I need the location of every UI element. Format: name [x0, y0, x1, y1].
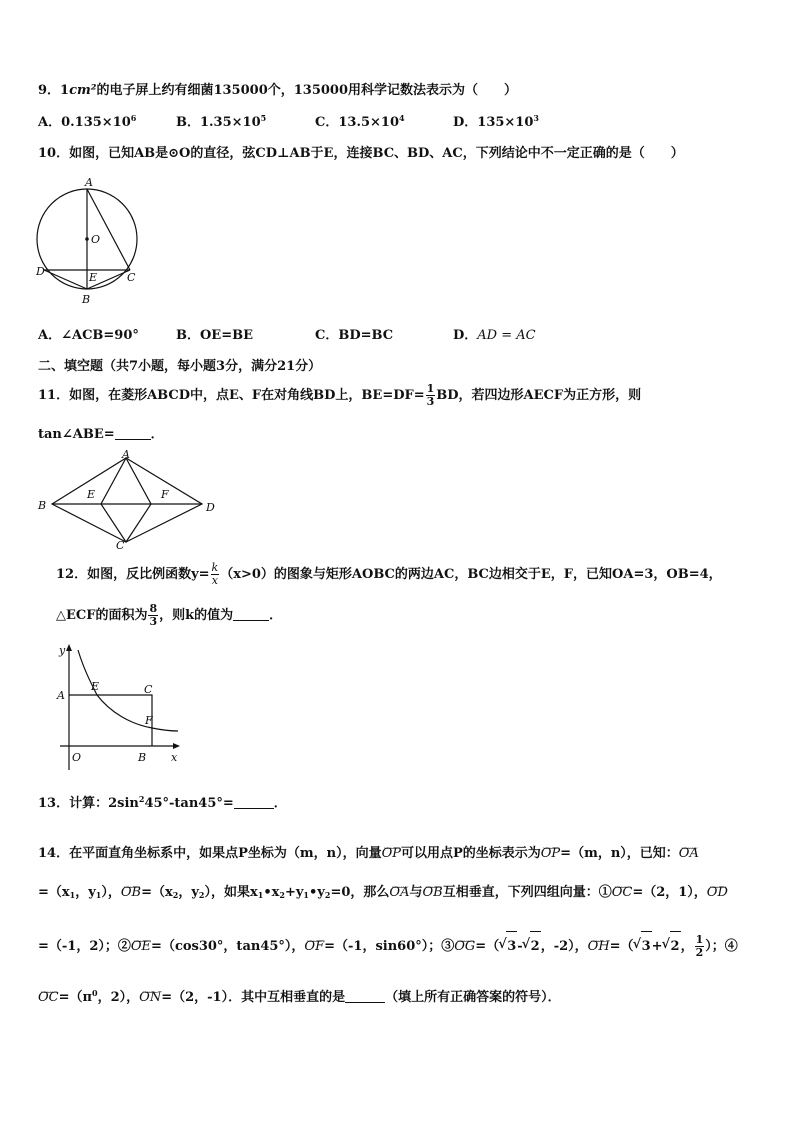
q11-label-b: B — [38, 499, 47, 512]
q13-stem: 13．计算：$2\sin^245^\circ-\tan 45^\circ=$ ． — [38, 794, 287, 811]
q12-graph-figure — [52, 640, 184, 774]
vector-oe: ‿‿‿ OE — [131, 926, 151, 962]
q14-answer-blank — [345, 1002, 385, 1003]
q10-label-o: O — [91, 233, 101, 246]
vector-oc: ‿‿‿ OC — [612, 875, 633, 905]
q12-label-c: C — [144, 683, 153, 696]
vector-oc-2: ‿‿‿ OC — [38, 980, 59, 1010]
q14-half-fraction: $\frac{1}{2}$ — [695, 933, 704, 959]
q10-label-a: A — [85, 176, 93, 189]
vector-od: ‿‿‿ OD — [707, 875, 728, 905]
q10-option-d: D．AD = AC — [453, 328, 536, 343]
vector-op-2: ‿‿‿ OP — [541, 836, 560, 866]
vector-oa: ‿‿‿ OA — [679, 836, 699, 866]
q11-label-f: F — [161, 488, 169, 501]
q10-label-e: E — [89, 271, 98, 284]
q12-area-fraction: $\frac{8}{3}$ — [149, 602, 158, 628]
q9-stem-text: 的电子屏上约有细菌135000个，135000用科学记数法表示为（ ） — [96, 83, 518, 98]
q14-line2: $=(x_1$，$y_1$），‿‿‿ $OB=(x_2$，$y_2$），如果$x_1•x_2+y_1•y_2=0$，那么‿‿‿ OA与‿‿‿ OB互相垂直，下列四组向量：①‿‿‿ OC=（2，1），‿‿‿ OD — [38, 875, 728, 905]
q9-option-d: D．$135\times 10^3$ — [453, 113, 539, 130]
vector-op: ‿‿‿ OP — [382, 836, 401, 866]
q11-label-e: E — [87, 488, 96, 501]
vector-on: ‿‿‿ ON — [139, 980, 161, 1010]
vector-oa-2: ‿‿‿ OA — [389, 875, 409, 905]
q11-fraction: $\frac{1}{3}$ — [426, 382, 435, 408]
vector-ob: ‿‿‿ OB — [121, 875, 141, 905]
q11-label-a: A — [122, 448, 130, 461]
q12-line2: △ECF的面积为 $\frac{8}{3}$ ，则k的值为 ． — [56, 602, 283, 628]
section-heading: 二、填空题（共7小题，每小题3分，满分21分） — [38, 359, 322, 374]
q10-option-b: B．OE=BE — [176, 328, 254, 343]
q12-label-e: E — [91, 680, 100, 693]
q12-stem: 12．如图，反比例函数y= $\frac{k}{x}$ （x>0）的图象与矩形AOBC的两边AC，BC边相交于E，F，已知OA=3，OB=4， — [56, 561, 722, 587]
q12-label-b: B — [138, 751, 147, 764]
q12-answer-blank — [233, 620, 269, 621]
q9-option-c: C．$13.5\times 10^4$ — [315, 113, 405, 130]
q12-label-f: F — [145, 714, 153, 727]
q9-option-b: B．$1.35\times 10^5$ — [176, 113, 267, 130]
q10-circle-figure — [30, 175, 142, 307]
q11-label-c: C — [116, 539, 125, 552]
q10-option-d-arc: AD = AC — [477, 328, 536, 343]
vector-of: ‿‿‿ OF — [304, 926, 324, 962]
vector-ob-2: ‿‿‿ OB — [422, 875, 442, 905]
q10-stem: 10．如图，已知AB是⊙O的直径，弦CD⊥AB于E，连接BC、BD、AC，下列结论中不一定正确的是（ ） — [38, 146, 684, 161]
q14-line1: 14．在平面直角坐标系中，如果点P坐标为（m，n），向量‿‿‿ OP可以用点P的坐标表示为‿‿‿ OP=（m，n），已知：‿‿‿ OA — [38, 836, 699, 866]
q12-label-x: x — [171, 751, 178, 764]
q11-answer-blank — [115, 439, 151, 440]
q10-label-d: D — [36, 265, 45, 278]
q10-option-c: C．BD=BC — [315, 328, 394, 343]
q12-label-y: y — [59, 644, 66, 657]
q11-rhombus-figure — [34, 448, 218, 552]
q12-label-a: A — [57, 689, 65, 702]
q11-stem: 11．如图，在菱形ABCD中，点E、F在对角线BD上，BE=DF= $\frac{1}{3}$ BD，若四边形AECF为正方形，则 — [38, 382, 642, 408]
q9-option-a: A．$0.135\times 10^6$ — [38, 113, 137, 130]
q9-stem — [38, 82, 517, 100]
q11-line2: tan∠ABE= ． — [38, 427, 164, 442]
q14-line4: ‿‿‿ $OC=(\pi^0$，2），‿‿‿ ON=（2，-1）．其中互相垂直的是 （填上所有正确答案的符号）． — [38, 980, 561, 1010]
q10-label-b: B — [82, 293, 91, 306]
q13-answer-blank — [234, 808, 274, 809]
q9-unit: cm² — [69, 83, 97, 98]
q10-label-c: C — [127, 271, 136, 284]
q10-option-a: A．∠ACB=90° — [38, 328, 139, 343]
q11-label-d: D — [206, 501, 215, 514]
q14-line3: =（-1，2）；②‿‿‿ OE=（cos30°，tan45°），‿‿‿ OF=（-1，sin60°）；③‿‿‿ OG=（√ 3-√ 2，-2），‿‿‿ OH=（√ 3+√ 2， $\frac{1}{2}$ ）；④ — [38, 926, 738, 962]
q12-label-o: O — [72, 751, 82, 764]
q9-stem-prefix: 9．1 — [38, 83, 70, 98]
q12-fraction: $\frac{k}{x}$ — [211, 561, 219, 587]
vector-oh: ‿‿‿ OH — [588, 926, 610, 962]
vector-og: ‿‿‿ OG — [454, 926, 475, 962]
